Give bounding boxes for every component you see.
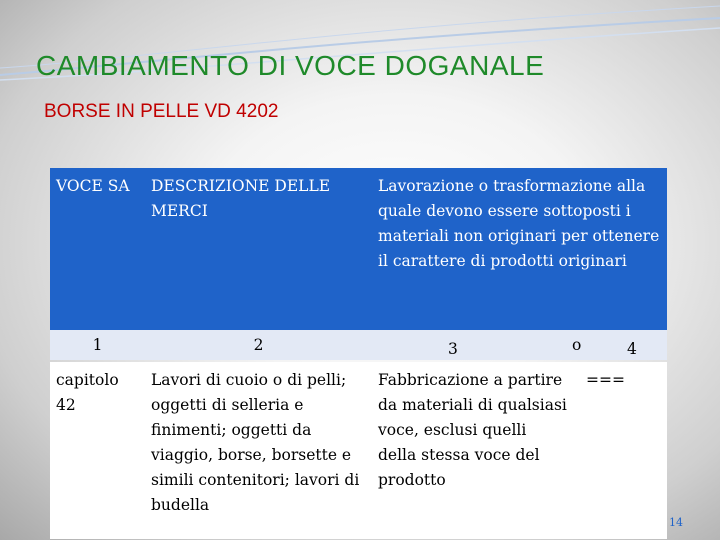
header-descrizione xyxy=(145,168,372,330)
row-lavorazione xyxy=(372,362,574,539)
header-lavorazione-text: Lavorazione o trasformazione alla quale devono essere sottoposti i materiali non originari per ottenere il carattere di prodotti originari xyxy=(378,177,660,270)
number-4: 4 xyxy=(627,340,637,358)
row-descrizione xyxy=(145,362,372,539)
row-alternative xyxy=(574,362,667,539)
number-3: 3 xyxy=(448,340,458,358)
row-voce-sa-text: capitolo 42 xyxy=(56,371,119,414)
number-cell-3-4 xyxy=(372,330,667,360)
row-alternative-text: === xyxy=(586,371,625,389)
number-1: 1 xyxy=(92,336,103,354)
number-cell-2 xyxy=(145,330,372,360)
header-voce-sa xyxy=(50,168,145,330)
page-number: 14 xyxy=(669,516,683,529)
slide-subtitle: BORSE IN PELLE VD 4202 xyxy=(44,101,279,122)
header-descrizione-text: DESCRIZIONE DELLE MERCI xyxy=(151,177,331,220)
number-3-or: o xyxy=(572,336,582,354)
row-lavorazione-text: Fabbricazione a partire da materiali di qualsiasi voce, esclusi quelli della stessa voce del prodotto xyxy=(378,371,567,489)
slide-title: CAMBIAMENTO DI VOCE DOGANALE xyxy=(36,50,545,81)
row-descrizione-text: Lavori di cuoio o di pelli; oggetti di selleria e finimenti; oggetti da viaggio, borse, borsette e simili contenitori; lavori di budella xyxy=(151,371,360,514)
header-voce-sa-text: VOCE SA xyxy=(56,177,130,195)
header-lavorazione xyxy=(372,168,667,330)
number-cell-1 xyxy=(50,330,145,360)
row-voce-sa xyxy=(50,362,145,539)
number-2: 2 xyxy=(253,336,264,354)
